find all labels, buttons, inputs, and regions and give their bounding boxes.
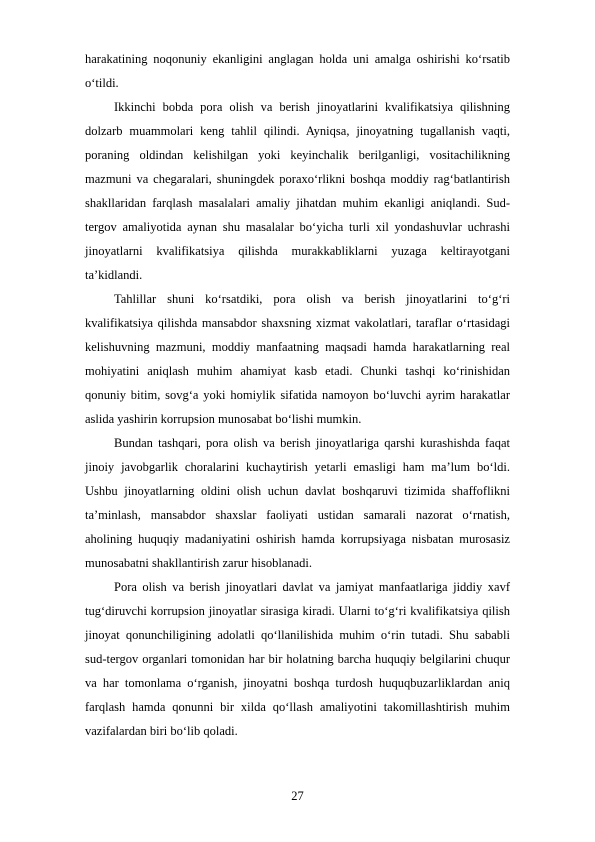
paragraph: Tahlillar shuni koʻrsatdiki, pora olish va berish jinoyatlarini toʻgʻri kvalifikatsiya qilishda mansabdor shaxsning xizmat vakolatlari, taraflar oʻrtasidagi kelishuvning mazmuni, moddiy manfaatning maqsadi hamda harakatlarning real mohiyatini aniqlash muhim ahamiyat kasb etadi. Chunki tashqi koʻrinishidan qonuniy bitim, sovgʻa yoki homiylik sifatida namoyon boʻluvchi ayrim harakatlar aslida yashirin korrupsion munosabat boʻlishi mumkin. [85, 292, 510, 426]
document-page [85, 47, 510, 743]
paragraph: Pora olish va berish jinoyatlari davlat va jamiyat manfaatlariga jiddiy xavf tugʻdiruvchi korrupsion jinoyatlar sirasiga kiradi. Ularni toʻgʻri kvalifikatsiya qilish jinoyat qonunchiligining adolatli qoʻllanilishida muhim oʻrin tutadi. Shu sababli sud-tergov organlari tomonidan har bir holatning barcha huquqiy belgilarini chuqur va har tomonlama oʻrganish, jinoyatni boshqa turdosh huquqbuzarliklardan aniq farqlash hamda qonunni bir xilda qoʻllash amaliyotini takomillashtirish muhim vazifalardan biri boʻlib qoladi. [85, 580, 510, 738]
page-number: 27 [291, 789, 304, 803]
paragraph: Ikkinchi bobda pora olish va berish jinoyatlarini kvalifikatsiya qilishning dolzarb muammolari keng tahlil qilindi. Ayniqsa, jinoyatning tugallanish vaqti, poraning oldindan kelishilgan yoki keyinchalik berilganligi, vositachilikning mazmuni va chegaralari, shuningdek poraxoʻrlikni boshqa moddiy ragʻbatlantirish shakllaridan farqlash masalalari amaliy jihatdan muhim ekanligi aniqlandi. Sud-tergov amaliyotida aynan shu masalalar boʻyicha turli xil yondashuvlar uchrashi jinoyatlarni kvalifikatsiya qilishda murakkabliklarni yuzaga keltirayotgani taʼkidlandi. [85, 100, 510, 282]
paragraph: harakatining noqonuniy ekanligini anglagan holda uni amalga oshirishi koʻrsatib oʻtildi. [85, 52, 510, 90]
paragraph: Bundan tashqari, pora olish va berish jinoyatlariga qarshi kurashishda faqat jinoiy javobgarlik choralarini kuchaytirish yetarli emasligi ham maʼlum boʻldi. Ushbu jinoyatlarning oldini olish uchun davlat boshqaruvi tizimida shaffoflikni taʼminlash, mansabdor shaxslar faoliyati ustidan samarali nazorat oʻrnatish, aholining huquqiy madaniyatini oshirish hamda korrupsiyaga nisbatan murosasiz munosabatni shakllantirish zarur hisoblanadi. [85, 436, 510, 570]
